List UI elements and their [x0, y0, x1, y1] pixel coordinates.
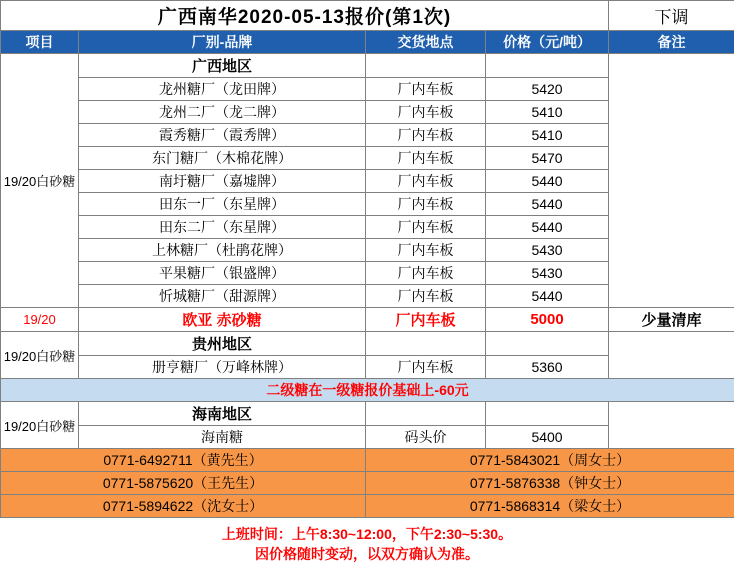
- price-cell: 5470: [486, 147, 609, 170]
- empty-cell: [366, 54, 486, 78]
- region-row-guizhou: [1, 332, 734, 356]
- price-cell: 5420: [486, 78, 609, 101]
- brand-cell: 欧亚 赤砂糖: [79, 308, 366, 332]
- brand-cell: 龙州糖厂（龙田牌）: [79, 78, 366, 101]
- place-cell: 厂内车板: [366, 124, 486, 147]
- brand-cell: 田东二厂（东星牌）: [79, 216, 366, 239]
- contact-row: [1, 472, 734, 495]
- footer-notes: [0, 518, 734, 564]
- column-header-item: 项目: [1, 31, 79, 54]
- region-name-hainan: 海南地区: [79, 402, 366, 426]
- place-cell: 厂内车板: [366, 78, 486, 101]
- column-header-remark: 备注: [609, 31, 734, 54]
- brand-cell: 东门糖厂（木棉花牌）: [79, 147, 366, 170]
- price-cell: 5440: [486, 285, 609, 308]
- price-cell: 5440: [486, 193, 609, 216]
- brand-cell: 海南糖: [79, 426, 366, 449]
- footer-line-hours: 上班时间：上午8:30~12:00，下午2:30~5:30。: [0, 524, 734, 544]
- column-header-brand: 厂别-品牌: [79, 31, 366, 54]
- remark-cell-hainan: [609, 402, 734, 449]
- contact-phone-right[interactable]: 0771-5868314（梁女士）: [366, 495, 734, 518]
- contact-phone-right[interactable]: 0771-5876338（钟女士）: [366, 472, 734, 495]
- place-cell: 厂内车板: [366, 239, 486, 262]
- note-banner-row: [1, 379, 734, 402]
- header-row: [1, 31, 734, 54]
- table-row-highlight: [1, 308, 734, 332]
- price-cell: 5440: [486, 216, 609, 239]
- note-banner: 二级糖在一级糖报价基础上-60元: [1, 379, 734, 402]
- remark-cell-guizhou: [609, 332, 734, 379]
- brand-cell: 田东一厂（东星牌）: [79, 193, 366, 216]
- brand-cell: 龙州二厂（龙二牌）: [79, 101, 366, 124]
- place-cell: 厂内车板: [366, 216, 486, 239]
- price-cell: 5410: [486, 101, 609, 124]
- empty-cell: [486, 402, 609, 426]
- region-row-hainan: [1, 402, 734, 426]
- page-title: 广西南华2020-05-13报价(第1次): [1, 1, 609, 31]
- remark-cell: 少量清库: [609, 308, 734, 332]
- empty-cell: [486, 54, 609, 78]
- contact-phone-right[interactable]: 0771-5843021（周女士）: [366, 449, 734, 472]
- place-cell: 厂内车板: [366, 356, 486, 379]
- contact-phone-left[interactable]: 0771-5875620（王先生）: [1, 472, 366, 495]
- price-cell: 5000: [486, 308, 609, 332]
- place-cell: 厂内车板: [366, 308, 486, 332]
- footer-line-disclaimer: 因价格随时变动，以双方确认为准。: [0, 544, 734, 564]
- region-name-guangxi: 广西地区: [79, 54, 366, 78]
- brand-cell: 南圩糖厂（嘉墟牌）: [79, 170, 366, 193]
- title-adjust: 下调: [609, 1, 734, 31]
- contact-phone-left[interactable]: 0771-6492711（黄先生）: [1, 449, 366, 472]
- price-cell: 5430: [486, 262, 609, 285]
- brand-cell: 平果糖厂（银盛牌）: [79, 262, 366, 285]
- price-cell: 5360: [486, 356, 609, 379]
- brand-cell: 上林糖厂（杜鹃花牌）: [79, 239, 366, 262]
- brand-cell: 忻城糖厂（甜源牌）: [79, 285, 366, 308]
- place-cell: 厂内车板: [366, 101, 486, 124]
- price-cell: 5410: [486, 124, 609, 147]
- region-name-guizhou: 贵州地区: [79, 332, 366, 356]
- title-row: [1, 1, 734, 31]
- region-row-guangxi: [1, 54, 734, 78]
- place-cell: 厂内车板: [366, 193, 486, 216]
- price-cell: 5400: [486, 426, 609, 449]
- price-cell: 5440: [486, 170, 609, 193]
- place-cell: 厂内车板: [366, 285, 486, 308]
- section-label-hainan: 19/20白砂糖: [1, 402, 79, 449]
- remark-cell-guangxi: [609, 54, 734, 308]
- empty-cell: [366, 332, 486, 356]
- section-label-ouya: 19/20: [1, 308, 79, 332]
- place-cell: 码头价: [366, 426, 486, 449]
- section-label-guizhou: 19/20白砂糖: [1, 332, 79, 379]
- contact-phone-left[interactable]: 0771-5894622（沈女士）: [1, 495, 366, 518]
- brand-cell: 霞秀糖厂（霞秀牌）: [79, 124, 366, 147]
- place-cell: 厂内车板: [366, 170, 486, 193]
- empty-cell: [366, 402, 486, 426]
- place-cell: 厂内车板: [366, 262, 486, 285]
- brand-cell: 册亨糖厂（万峰林牌）: [79, 356, 366, 379]
- contact-row: [1, 449, 734, 472]
- empty-cell: [486, 332, 609, 356]
- column-header-price: 价格（元/吨）: [486, 31, 609, 54]
- section-label-guangxi: 19/20白砂糖: [1, 54, 79, 308]
- place-cell: 厂内车板: [366, 147, 486, 170]
- contact-row: [1, 495, 734, 518]
- column-header-place: 交货地点: [366, 31, 486, 54]
- price-cell: 5430: [486, 239, 609, 262]
